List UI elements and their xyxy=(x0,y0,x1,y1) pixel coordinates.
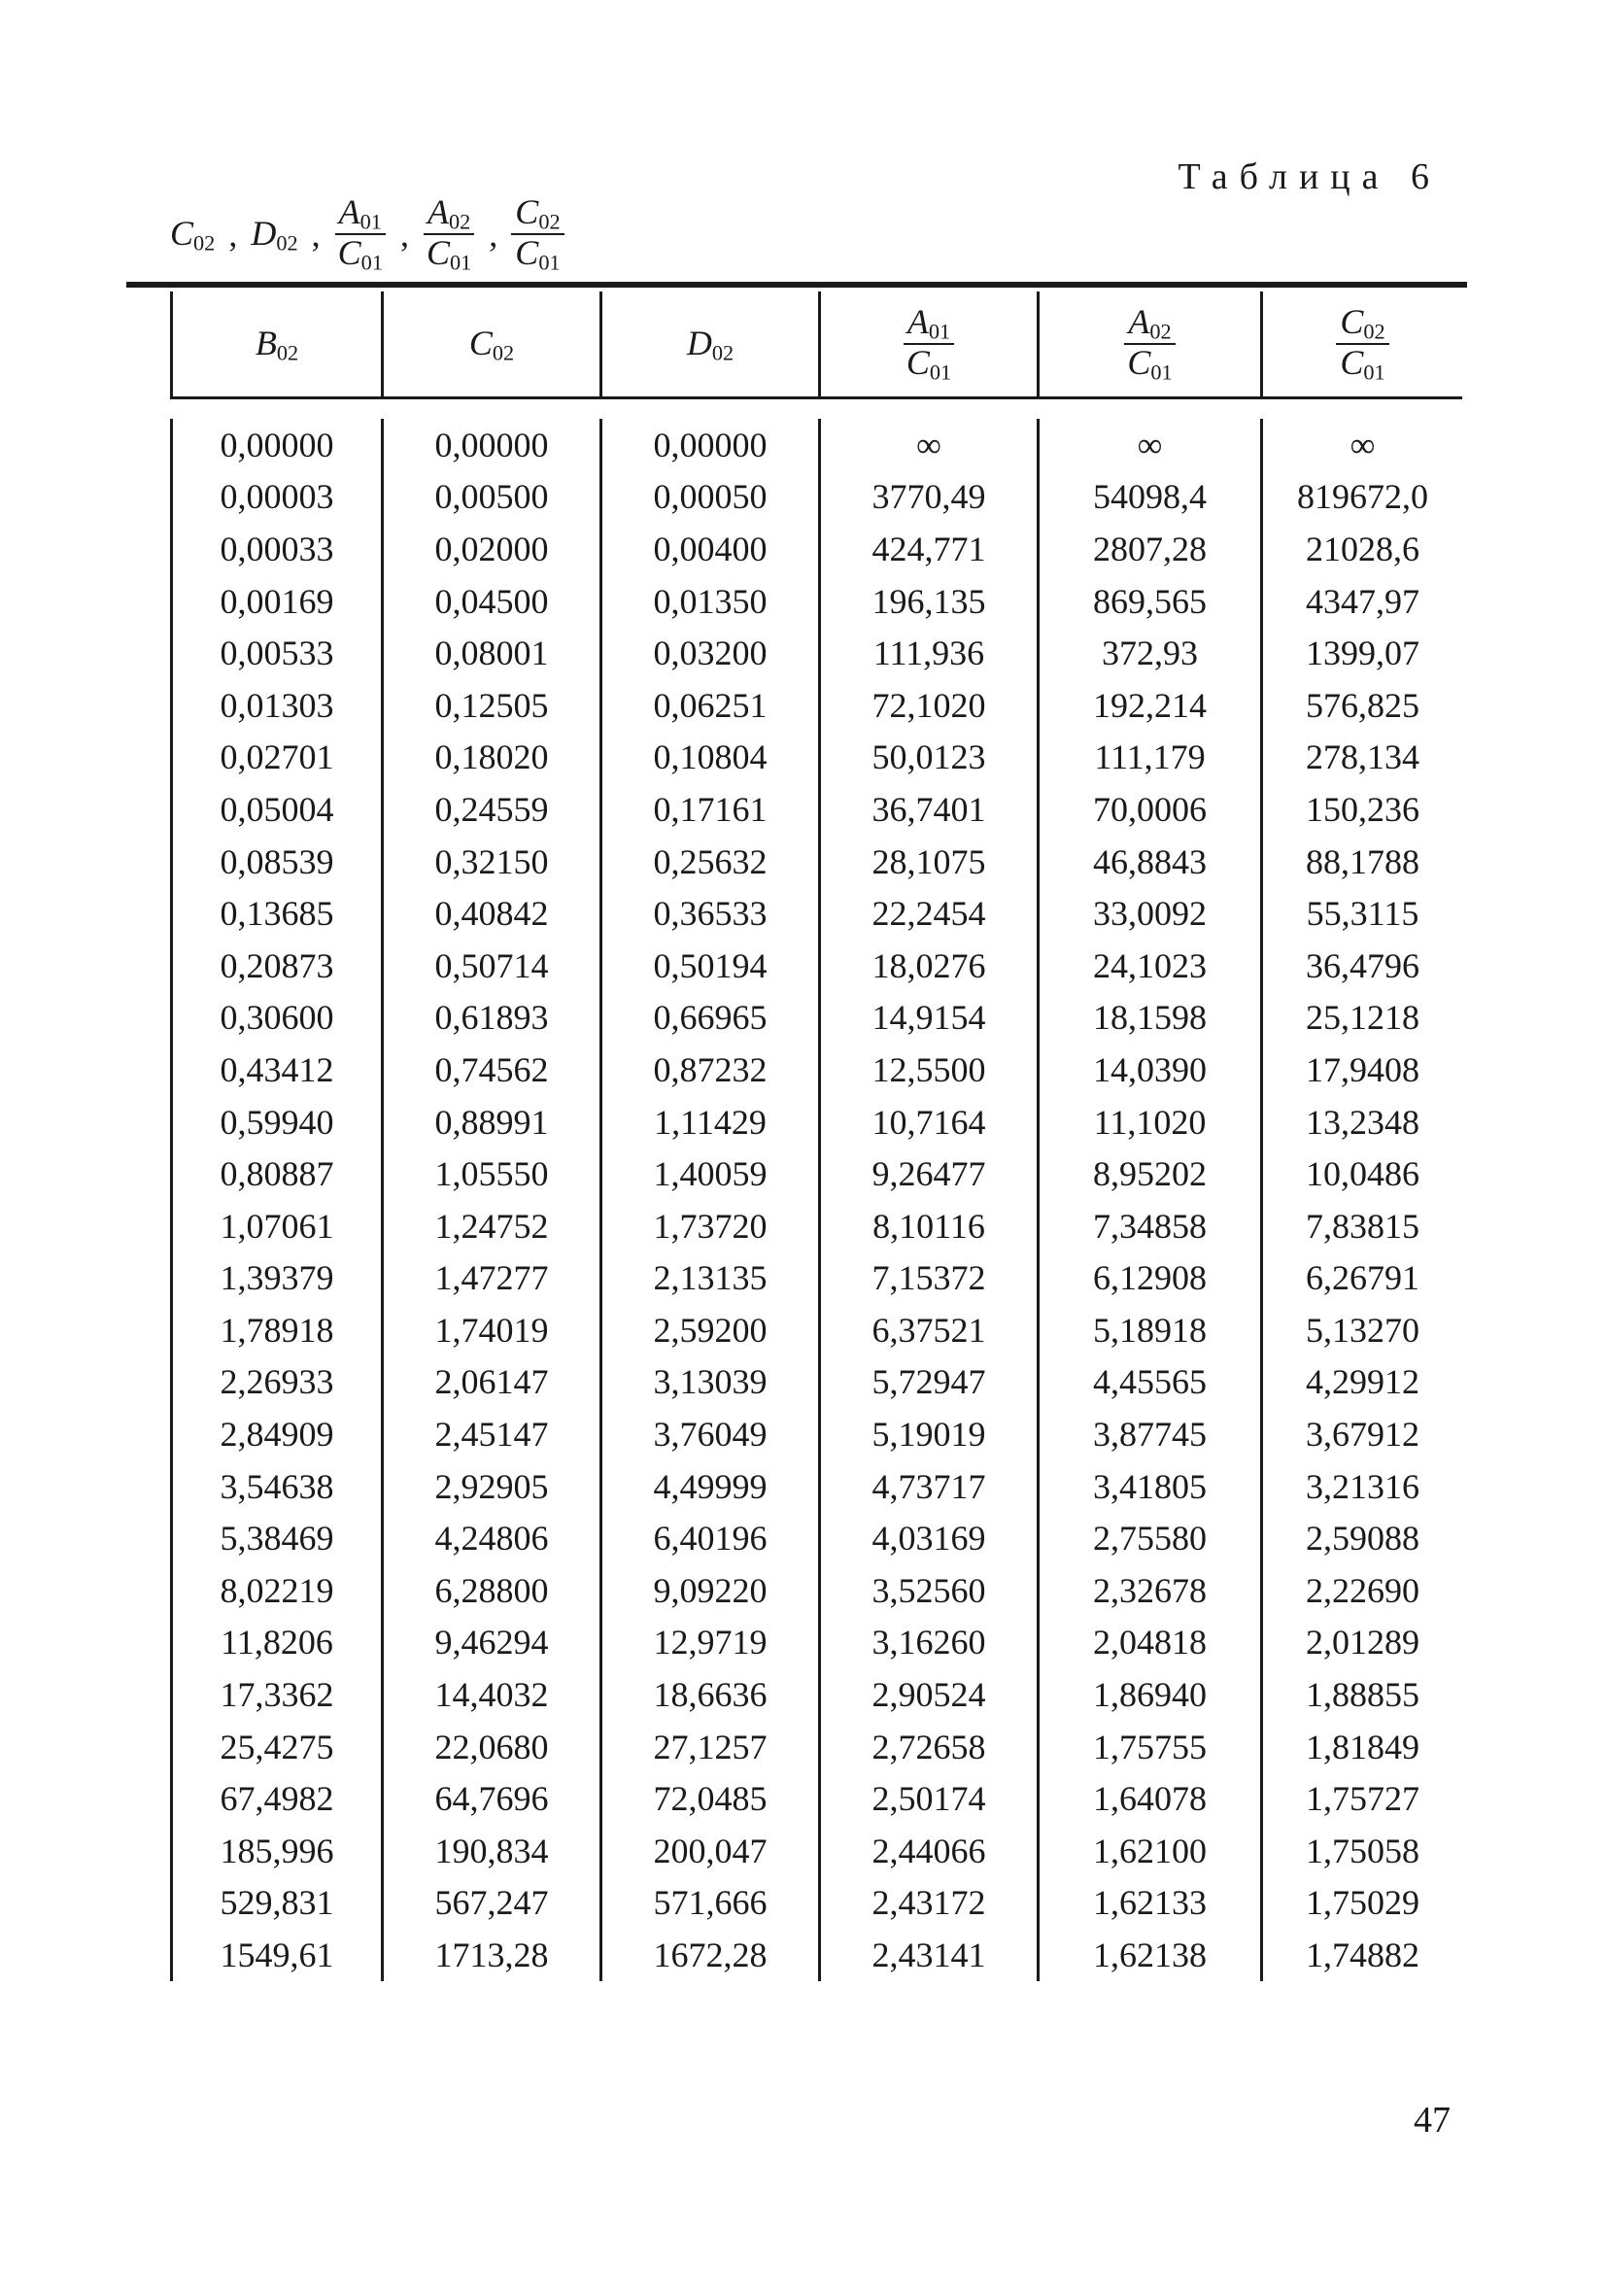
table-cell: 1,86940 xyxy=(1093,1675,1207,1715)
heading-fraction-a02-c01: $\frac{A_{02}}{C_{01}}$ xyxy=(423,194,475,274)
table-cell: 5,18918 xyxy=(1093,1310,1207,1350)
table-cell: 2,43141 xyxy=(871,1936,986,1975)
table-cell: 1,62100 xyxy=(1093,1831,1207,1870)
table-cell: 7,15372 xyxy=(871,1258,986,1298)
table-cell: 1713,28 xyxy=(434,1936,549,1975)
table-cell: 0,36533 xyxy=(653,894,768,934)
table-cell: 67,4982 xyxy=(220,1779,334,1819)
column-b02 xyxy=(170,419,384,1981)
table-cell: 50,0123 xyxy=(871,737,986,777)
table-cell: 0,25632 xyxy=(653,841,768,881)
table-cell: 0,02000 xyxy=(434,529,549,568)
table-cell: 9,26477 xyxy=(871,1154,986,1194)
top-rule xyxy=(126,282,1467,288)
table-cell: 8,10116 xyxy=(872,1206,985,1246)
table-cell: 27,1257 xyxy=(653,1727,768,1766)
table-cell: 1,07061 xyxy=(220,1206,334,1246)
column-header-a01-c01: $\frac{A_{01}}{C_{01}}$ xyxy=(821,291,1040,396)
table-cell: 0,43412 xyxy=(220,1049,334,1089)
table-cell: 0,08539 xyxy=(220,841,334,881)
table-cell: 6,28800 xyxy=(434,1570,549,1610)
table-cell: 1,75755 xyxy=(1093,1727,1207,1766)
table-cell: 22,0680 xyxy=(434,1727,549,1766)
table-cell: 0,13685 xyxy=(220,894,334,934)
table-cell: 14,0390 xyxy=(1093,1049,1207,1089)
table-cell: 567,247 xyxy=(434,1883,549,1923)
column-a01-c01 xyxy=(821,419,1040,1981)
table-cell: 2,72658 xyxy=(871,1727,986,1766)
table-cell: 0,50194 xyxy=(653,945,768,985)
table-cell: 24,1023 xyxy=(1093,945,1207,985)
table-cell: 10,7164 xyxy=(871,1102,986,1142)
table-cell: ∞ xyxy=(1350,425,1376,464)
table-cell: 18,1598 xyxy=(1093,998,1207,1038)
table-cell: 14,4032 xyxy=(434,1675,549,1715)
table-cell: 150,236 xyxy=(1306,789,1419,829)
table-cell: 1549,61 xyxy=(220,1936,334,1975)
table-cell: 1,75727 xyxy=(1306,1779,1419,1819)
table-cell: 6,40196 xyxy=(653,1519,768,1559)
table-cell: 0,00500 xyxy=(434,477,549,517)
table-cell: 0,18020 xyxy=(434,737,549,777)
page-number: 47 xyxy=(1414,2100,1451,2141)
table-cell: 200,047 xyxy=(653,1831,768,1870)
table-cell: 0,04500 xyxy=(434,581,549,621)
table-cell: 55,3115 xyxy=(1306,894,1419,934)
table-cell: 25,4275 xyxy=(220,1727,334,1766)
table-cell: 1,75029 xyxy=(1306,1883,1419,1923)
table-cell: 5,13270 xyxy=(1306,1310,1419,1350)
table-cell: 11,1020 xyxy=(1093,1102,1207,1142)
table-cell: 869,565 xyxy=(1093,581,1207,621)
table-cell: 9,09220 xyxy=(653,1570,768,1610)
table-cell: 2,59088 xyxy=(1306,1519,1419,1559)
table-cell: 0,30600 xyxy=(220,998,334,1038)
table-cell: 3,16260 xyxy=(871,1623,986,1662)
table-cell: 1,62138 xyxy=(1093,1936,1207,1975)
column-a02-c01 xyxy=(1040,419,1263,1981)
table-cell: 571,666 xyxy=(653,1883,768,1923)
table-cell: 1,88855 xyxy=(1306,1675,1419,1715)
table-cell: 2,44066 xyxy=(871,1831,986,1870)
table-cell: 4,45565 xyxy=(1093,1362,1207,1402)
table-cell: 0,00033 xyxy=(220,529,334,568)
table-cell: 1,47277 xyxy=(434,1258,549,1298)
column-header-b02: $B_{02}$ xyxy=(170,291,384,396)
table-cell: 2807,28 xyxy=(1093,529,1207,568)
column-header-d02: $D_{02}$ xyxy=(602,291,821,396)
table-cell: 2,90524 xyxy=(871,1675,986,1715)
data-table xyxy=(170,291,1462,2010)
table-cell: 6,26791 xyxy=(1306,1258,1419,1298)
column-header-a02-c01: $\frac{A_{02}}{C_{01}}$ xyxy=(1040,291,1263,396)
table-cell: 0,01350 xyxy=(653,581,768,621)
table-cell: 3770,49 xyxy=(871,477,986,517)
column-header-c02-c01: $\frac{C_{02}}{C_{01}}$ xyxy=(1263,291,1462,396)
table-cell: 0,03200 xyxy=(653,634,768,673)
table-cell: 0,00000 xyxy=(220,425,334,464)
table-cell: 7,34858 xyxy=(1093,1206,1207,1246)
table-cell: 0,20873 xyxy=(220,945,334,985)
table-cell: 3,87745 xyxy=(1093,1415,1207,1455)
table-cell: 1,05550 xyxy=(434,1154,549,1194)
table-cell: 0,00400 xyxy=(653,529,768,568)
table-cell: 22,2454 xyxy=(871,894,986,934)
table-body xyxy=(170,399,1462,2010)
table-cell: 88,1788 xyxy=(1306,841,1419,881)
table-cell: 0,80887 xyxy=(220,1154,334,1194)
table-cell: 1,73720 xyxy=(653,1206,768,1246)
table-cell: 25,1218 xyxy=(1306,998,1419,1038)
table-cell: 3,54638 xyxy=(220,1466,334,1506)
table-cell: 13,2348 xyxy=(1306,1102,1419,1142)
table-cell: 372,93 xyxy=(1102,634,1198,673)
table-cell: 28,1075 xyxy=(871,841,986,881)
table-cell: 4,73717 xyxy=(871,1466,986,1506)
table-cell: 7,83815 xyxy=(1306,1206,1419,1246)
table-heading xyxy=(170,194,564,274)
heading-symbol-d02: $D_{02}$ xyxy=(251,213,298,256)
heading-separator: , xyxy=(399,215,409,254)
table-cell: 0,87232 xyxy=(653,1049,768,1089)
table-cell: 0,01303 xyxy=(220,685,334,725)
table-cell: 0,00000 xyxy=(653,425,768,464)
table-cell: 21028,6 xyxy=(1306,529,1419,568)
table-cell: 2,06147 xyxy=(434,1362,549,1402)
table-cell: 185,996 xyxy=(220,1831,334,1870)
heading-fraction-a01-c01: $\frac{A_{01}}{C_{01}}$ xyxy=(334,194,387,274)
table-cell: 5,72947 xyxy=(871,1362,986,1402)
table-cell: 2,13135 xyxy=(653,1258,768,1298)
table-cell: 72,0485 xyxy=(653,1779,768,1819)
table-cell: 278,134 xyxy=(1306,737,1419,777)
heading-separator: , xyxy=(228,215,238,254)
table-cell: 72,1020 xyxy=(871,685,986,725)
table-cell: 18,6636 xyxy=(653,1675,768,1715)
table-cell: ∞ xyxy=(916,425,941,464)
table-cell: 8,95202 xyxy=(1093,1154,1207,1194)
table-cell: 0,74562 xyxy=(434,1049,549,1089)
table-cell: 1,40059 xyxy=(653,1154,768,1194)
table-cell: 0,12505 xyxy=(434,685,549,725)
table-cell: 0,02701 xyxy=(220,737,334,777)
table-cell: 3,13039 xyxy=(653,1362,768,1402)
table-cell: 2,22690 xyxy=(1306,1570,1419,1610)
table-cell: 2,01289 xyxy=(1306,1623,1419,1662)
table-cell: 111,179 xyxy=(1094,737,1206,777)
table-cell: 0,00533 xyxy=(220,634,334,673)
table-cell: 5,38469 xyxy=(220,1519,334,1559)
table-cell: 0,00050 xyxy=(653,477,768,517)
table-cell: 2,04818 xyxy=(1093,1623,1207,1662)
table-cell: 3,41805 xyxy=(1093,1466,1207,1506)
table-cell: 4,24806 xyxy=(434,1519,549,1559)
table-cell: 9,46294 xyxy=(434,1623,549,1662)
column-d02 xyxy=(602,419,821,1981)
table-cell: 424,771 xyxy=(871,529,986,568)
table-cell: 0,10804 xyxy=(653,737,768,777)
table-cell: 2,50174 xyxy=(871,1779,986,1819)
table-cell: 3,67912 xyxy=(1306,1415,1419,1455)
table-cell: 12,9719 xyxy=(653,1623,768,1662)
table-cell: 70,0006 xyxy=(1093,789,1207,829)
table-cell: 0,59940 xyxy=(220,1102,334,1142)
table-cell: 3,21316 xyxy=(1306,1466,1419,1506)
table-cell: 0,05004 xyxy=(220,789,334,829)
table-cell: 1,75058 xyxy=(1306,1831,1419,1870)
column-c02-c01 xyxy=(1263,419,1462,1981)
table-cell: 0,24559 xyxy=(434,789,549,829)
table-cell: 2,43172 xyxy=(871,1883,986,1923)
table-cell: 0,66965 xyxy=(653,998,768,1038)
table-cell: 4,29912 xyxy=(1306,1362,1419,1402)
table-cell: 1,11429 xyxy=(654,1102,767,1142)
table-cell: 196,135 xyxy=(871,581,986,621)
table-cell: 4347,97 xyxy=(1306,581,1419,621)
table-cell: 0,08001 xyxy=(434,634,549,673)
table-cell: 4,03169 xyxy=(871,1519,986,1559)
table-cell: 5,19019 xyxy=(871,1415,986,1455)
table-cell: 1,78918 xyxy=(220,1310,334,1350)
table-cell: 11,8206 xyxy=(221,1623,333,1662)
table-cell: 0,50714 xyxy=(434,945,549,985)
table-cell: 3,76049 xyxy=(653,1415,768,1455)
table-cell: 819672,0 xyxy=(1297,477,1428,517)
table-cell: 0,00169 xyxy=(220,581,334,621)
table-cell: 1,39379 xyxy=(220,1258,334,1298)
table-cell: 576,825 xyxy=(1306,685,1419,725)
table-cell: 2,92905 xyxy=(434,1466,549,1506)
table-cell: 0,32150 xyxy=(434,841,549,881)
table-cell: 0,40842 xyxy=(434,894,549,934)
table-cell: 1,81849 xyxy=(1306,1727,1419,1766)
heading-separator: , xyxy=(489,215,498,254)
table-cell: 529,831 xyxy=(220,1883,334,1923)
table-cell: 1672,28 xyxy=(653,1936,768,1975)
table-caption: Таблица 6 xyxy=(1178,156,1441,197)
table-cell: 54098,4 xyxy=(1093,477,1207,517)
table-cell: 17,9408 xyxy=(1306,1049,1419,1089)
table-cell: 2,45147 xyxy=(434,1415,549,1455)
table-cell: 46,8843 xyxy=(1093,841,1207,881)
table-cell: 2,26933 xyxy=(220,1362,334,1402)
table-cell: 64,7696 xyxy=(434,1779,549,1819)
table-cell: 4,49999 xyxy=(653,1466,768,1506)
table-cell: 2,32678 xyxy=(1093,1570,1207,1610)
table-cell: 36,4796 xyxy=(1306,945,1419,985)
table-cell: 2,84909 xyxy=(220,1415,334,1455)
table-cell: 0,00003 xyxy=(220,477,334,517)
table-cell: 14,9154 xyxy=(871,998,986,1038)
table-cell: 2,59200 xyxy=(653,1310,768,1350)
table-cell: 10,0486 xyxy=(1306,1154,1419,1194)
table-cell: 6,12908 xyxy=(1093,1258,1207,1298)
table-cell: 1,74019 xyxy=(434,1310,549,1350)
table-cell: 1,74882 xyxy=(1306,1936,1419,1975)
table-cell: 36,7401 xyxy=(871,789,986,829)
table-cell: ∞ xyxy=(1137,425,1163,464)
table-cell: 18,0276 xyxy=(871,945,986,985)
table-cell: 0,17161 xyxy=(653,789,768,829)
table-cell: 192,214 xyxy=(1093,685,1207,725)
table-cell: 1,24752 xyxy=(434,1206,549,1246)
column-header-c02: $C_{02}$ xyxy=(384,291,602,396)
heading-separator: , xyxy=(311,215,321,254)
heading-fraction-c02-c01: $\frac{C_{02}}{C_{01}}$ xyxy=(511,194,564,274)
table-header-row xyxy=(170,291,1462,399)
column-c02 xyxy=(384,419,602,1981)
table-cell: 8,02219 xyxy=(220,1570,334,1610)
table-cell: 0,00000 xyxy=(434,425,549,464)
table-cell: 6,37521 xyxy=(871,1310,986,1350)
table-cell: 12,5500 xyxy=(871,1049,986,1089)
table-cell: 17,3362 xyxy=(220,1675,334,1715)
table-cell: 0,61893 xyxy=(434,998,549,1038)
table-cell: 190,834 xyxy=(434,1831,549,1870)
table-cell: 111,936 xyxy=(872,634,985,673)
table-cell: 0,06251 xyxy=(653,685,768,725)
table-cell: 33,0092 xyxy=(1093,894,1207,934)
table-cell: 3,52560 xyxy=(871,1570,986,1610)
table-cell: 2,75580 xyxy=(1093,1519,1207,1559)
table-cell: 1399,07 xyxy=(1306,634,1419,673)
table-cell: 1,64078 xyxy=(1093,1779,1207,1819)
heading-symbol-c02: $C_{02}$ xyxy=(170,213,216,256)
table-cell: 1,62133 xyxy=(1093,1883,1207,1923)
table-cell: 0,88991 xyxy=(434,1102,549,1142)
